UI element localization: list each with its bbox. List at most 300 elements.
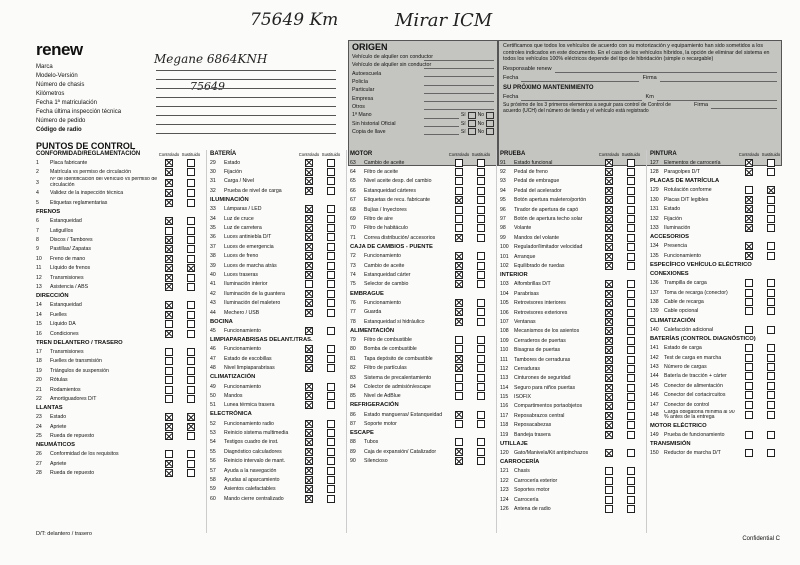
sustituido-checkbox[interactable]	[187, 330, 195, 338]
sustituido-checkbox[interactable]	[187, 376, 195, 384]
sustituido-checkbox[interactable]	[327, 345, 335, 353]
sustituido-checkbox[interactable]	[327, 233, 335, 241]
controlado-checkbox[interactable]	[745, 289, 753, 297]
sustituido-checkbox[interactable]	[477, 420, 485, 428]
sustituido-checkbox[interactable]	[477, 392, 485, 400]
controlado-checkbox[interactable]	[305, 233, 313, 241]
sustituido-checkbox[interactable]	[627, 374, 635, 382]
controlado-checkbox[interactable]	[165, 179, 173, 187]
sustituido-checkbox[interactable]	[187, 168, 195, 176]
origin-input[interactable]	[424, 112, 459, 119]
no-checkbox[interactable]	[486, 120, 494, 127]
controlado-checkbox[interactable]	[165, 460, 173, 468]
controlado-checkbox[interactable]	[305, 420, 313, 428]
controlado-checkbox[interactable]	[455, 280, 463, 288]
controlado-checkbox[interactable]	[455, 364, 463, 372]
sustituido-checkbox[interactable]	[327, 485, 335, 493]
sustituido-checkbox[interactable]	[627, 280, 635, 288]
controlado-checkbox[interactable]	[605, 393, 613, 401]
controlado-checkbox[interactable]	[605, 449, 613, 457]
controlado-checkbox[interactable]	[165, 227, 173, 235]
sustituido-checkbox[interactable]	[327, 290, 335, 298]
controlado-checkbox[interactable]	[165, 236, 173, 244]
controlado-checkbox[interactable]	[165, 159, 173, 167]
sustituido-checkbox[interactable]	[477, 206, 485, 214]
controlado-checkbox[interactable]	[305, 476, 313, 484]
sustituido-checkbox[interactable]	[187, 413, 195, 421]
sustituido-checkbox[interactable]	[477, 457, 485, 465]
controlado-checkbox[interactable]	[305, 215, 313, 223]
sustituido-checkbox[interactable]	[627, 159, 635, 167]
sustituido-checkbox[interactable]	[187, 450, 195, 458]
controlado-checkbox[interactable]	[165, 386, 173, 394]
controlado-checkbox[interactable]	[455, 420, 463, 428]
controlado-checkbox[interactable]	[745, 196, 753, 204]
sustituido-checkbox[interactable]	[187, 469, 195, 477]
sustituido-checkbox[interactable]	[767, 449, 775, 457]
sustituido-checkbox[interactable]	[187, 395, 195, 403]
sustituido-checkbox[interactable]	[187, 199, 195, 207]
sustituido-checkbox[interactable]	[327, 355, 335, 363]
sustituido-checkbox[interactable]	[477, 177, 485, 185]
controlado-checkbox[interactable]	[165, 367, 173, 375]
sustituido-checkbox[interactable]	[327, 495, 335, 503]
origin-input[interactable]	[424, 103, 494, 110]
sustituido-checkbox[interactable]	[327, 457, 335, 465]
yes-checkbox[interactable]	[468, 128, 476, 135]
controlado-checkbox[interactable]	[305, 224, 313, 232]
origin-input[interactable]	[424, 87, 494, 94]
sustituido-checkbox[interactable]	[627, 196, 635, 204]
controlado-checkbox[interactable]	[605, 196, 613, 204]
sustituido-checkbox[interactable]	[327, 327, 335, 335]
controlado-checkbox[interactable]	[455, 355, 463, 363]
sustituido-checkbox[interactable]	[187, 264, 195, 272]
sustituido-checkbox[interactable]	[187, 159, 195, 167]
controlado-checkbox[interactable]	[605, 486, 613, 494]
sustituido-checkbox[interactable]	[187, 367, 195, 375]
controlado-checkbox[interactable]	[305, 495, 313, 503]
controlado-checkbox[interactable]	[305, 168, 313, 176]
sustituido-checkbox[interactable]	[477, 345, 485, 353]
sustituido-checkbox[interactable]	[327, 309, 335, 317]
controlado-checkbox[interactable]	[605, 168, 613, 176]
controlado-checkbox[interactable]	[305, 187, 313, 195]
sustituido-checkbox[interactable]	[627, 177, 635, 185]
sustituido-checkbox[interactable]	[327, 243, 335, 251]
controlado-checkbox[interactable]	[455, 215, 463, 223]
controlado-checkbox[interactable]	[305, 457, 313, 465]
controlado-checkbox[interactable]	[605, 309, 613, 317]
controlado-checkbox[interactable]	[605, 412, 613, 420]
field-input[interactable]	[156, 63, 336, 71]
controlado-checkbox[interactable]	[605, 159, 613, 167]
sustituido-checkbox[interactable]	[187, 283, 195, 291]
sustituido-checkbox[interactable]	[477, 187, 485, 195]
sustituido-checkbox[interactable]	[327, 438, 335, 446]
sustituido-checkbox[interactable]	[327, 187, 335, 195]
sustituido-checkbox[interactable]	[477, 224, 485, 232]
sustituido-checkbox[interactable]	[327, 448, 335, 456]
controlado-checkbox[interactable]	[165, 283, 173, 291]
sustituido-checkbox[interactable]	[477, 280, 485, 288]
origin-input[interactable]	[424, 54, 494, 61]
sustituido-checkbox[interactable]	[767, 196, 775, 204]
sustituido-checkbox[interactable]	[477, 374, 485, 382]
sustituido-checkbox[interactable]	[767, 363, 775, 371]
controlado-checkbox[interactable]	[165, 255, 173, 263]
controlado-checkbox[interactable]	[455, 448, 463, 456]
sustituido-checkbox[interactable]	[627, 253, 635, 261]
controlado-checkbox[interactable]	[455, 187, 463, 195]
sustituido-checkbox[interactable]	[477, 383, 485, 391]
controlado-checkbox[interactable]	[605, 299, 613, 307]
sustituido-checkbox[interactable]	[327, 168, 335, 176]
controlado-checkbox[interactable]	[605, 365, 613, 373]
controlado-checkbox[interactable]	[305, 262, 313, 270]
controlado-checkbox[interactable]	[605, 253, 613, 261]
sustituido-checkbox[interactable]	[767, 382, 775, 390]
controlado-checkbox[interactable]	[305, 448, 313, 456]
sustituido-checkbox[interactable]	[187, 189, 195, 197]
controlado-checkbox[interactable]	[455, 383, 463, 391]
sustituido-checkbox[interactable]	[767, 344, 775, 352]
sustituido-checkbox[interactable]	[767, 242, 775, 250]
sustituido-checkbox[interactable]	[327, 252, 335, 260]
sustituido-checkbox[interactable]	[327, 224, 335, 232]
sustituido-checkbox[interactable]	[187, 348, 195, 356]
controlado-checkbox[interactable]	[165, 311, 173, 319]
controlado-checkbox[interactable]	[745, 307, 753, 315]
sustituido-checkbox[interactable]	[187, 255, 195, 263]
controlado-checkbox[interactable]	[455, 234, 463, 242]
controlado-checkbox[interactable]	[165, 395, 173, 403]
sustituido-checkbox[interactable]	[187, 386, 195, 394]
controlado-checkbox[interactable]	[605, 177, 613, 185]
controlado-checkbox[interactable]	[455, 438, 463, 446]
controlado-checkbox[interactable]	[745, 186, 753, 194]
controlado-checkbox[interactable]	[455, 224, 463, 232]
sustituido-checkbox[interactable]	[627, 431, 635, 439]
controlado-checkbox[interactable]	[745, 159, 753, 167]
controlado-checkbox[interactable]	[165, 217, 173, 225]
sustituido-checkbox[interactable]	[627, 449, 635, 457]
sustituido-checkbox[interactable]	[627, 477, 635, 485]
controlado-checkbox[interactable]	[455, 411, 463, 419]
controlado-checkbox[interactable]	[455, 392, 463, 400]
controlado-checkbox[interactable]	[605, 224, 613, 232]
yes-checkbox[interactable]	[468, 120, 476, 127]
controlado-checkbox[interactable]	[605, 327, 613, 335]
controlado-checkbox[interactable]	[165, 432, 173, 440]
sustituido-checkbox[interactable]	[187, 217, 195, 225]
sustituido-checkbox[interactable]	[627, 412, 635, 420]
controlado-checkbox[interactable]	[305, 299, 313, 307]
controlado-checkbox[interactable]	[745, 449, 753, 457]
controlado-checkbox[interactable]	[455, 252, 463, 260]
controlado-checkbox[interactable]	[455, 345, 463, 353]
sustituido-checkbox[interactable]	[627, 337, 635, 345]
sustituido-checkbox[interactable]	[767, 279, 775, 287]
controlado-checkbox[interactable]	[745, 215, 753, 223]
sustituido-checkbox[interactable]	[627, 365, 635, 373]
sustituido-checkbox[interactable]	[327, 476, 335, 484]
sustituido-checkbox[interactable]	[627, 486, 635, 494]
controlado-checkbox[interactable]	[745, 298, 753, 306]
sustituido-checkbox[interactable]	[327, 159, 335, 167]
sustituido-checkbox[interactable]	[187, 236, 195, 244]
sustituido-checkbox[interactable]	[187, 320, 195, 328]
sustituido-checkbox[interactable]	[767, 326, 775, 334]
controlado-checkbox[interactable]	[745, 431, 753, 439]
sustituido-checkbox[interactable]	[627, 505, 635, 513]
controlado-checkbox[interactable]	[305, 271, 313, 279]
controlado-checkbox[interactable]	[455, 308, 463, 316]
controlado-checkbox[interactable]	[455, 177, 463, 185]
controlado-checkbox[interactable]	[305, 401, 313, 409]
controlado-checkbox[interactable]	[165, 469, 173, 477]
controlado-checkbox[interactable]	[305, 467, 313, 475]
sustituido-checkbox[interactable]	[477, 168, 485, 176]
controlado-checkbox[interactable]	[305, 280, 313, 288]
controlado-checkbox[interactable]	[305, 290, 313, 298]
sustituido-checkbox[interactable]	[767, 186, 775, 194]
sustituido-checkbox[interactable]	[627, 421, 635, 429]
sustituido-checkbox[interactable]	[627, 290, 635, 298]
sustituido-checkbox[interactable]	[767, 159, 775, 167]
controlado-checkbox[interactable]	[455, 318, 463, 326]
sustituido-checkbox[interactable]	[627, 224, 635, 232]
sustituido-checkbox[interactable]	[767, 307, 775, 315]
sustituido-checkbox[interactable]	[627, 187, 635, 195]
sustituido-checkbox[interactable]	[327, 420, 335, 428]
sustituido-checkbox[interactable]	[767, 168, 775, 176]
sustituido-checkbox[interactable]	[627, 356, 635, 364]
sustituido-checkbox[interactable]	[187, 179, 195, 187]
sustituido-checkbox[interactable]	[477, 215, 485, 223]
sustituido-checkbox[interactable]	[327, 401, 335, 409]
controlado-checkbox[interactable]	[605, 346, 613, 354]
controlado-checkbox[interactable]	[745, 252, 753, 260]
controlado-checkbox[interactable]	[165, 413, 173, 421]
controlado-checkbox[interactable]	[605, 356, 613, 364]
controlado-checkbox[interactable]	[305, 345, 313, 353]
controlado-checkbox[interactable]	[455, 168, 463, 176]
field-input[interactable]	[156, 126, 336, 134]
sustituido-checkbox[interactable]	[477, 299, 485, 307]
controlado-checkbox[interactable]	[605, 421, 613, 429]
controlado-checkbox[interactable]	[305, 485, 313, 493]
controlado-checkbox[interactable]	[605, 234, 613, 242]
sustituido-checkbox[interactable]	[477, 271, 485, 279]
field-input[interactable]	[156, 81, 336, 89]
origin-input[interactable]	[424, 120, 459, 127]
sustituido-checkbox[interactable]	[327, 467, 335, 475]
yes-checkbox[interactable]	[468, 112, 476, 119]
sustituido-checkbox[interactable]	[187, 227, 195, 235]
sustituido-checkbox[interactable]	[187, 301, 195, 309]
controlado-checkbox[interactable]	[305, 159, 313, 167]
sustituido-checkbox[interactable]	[767, 252, 775, 260]
sustituido-checkbox[interactable]	[327, 271, 335, 279]
controlado-checkbox[interactable]	[455, 299, 463, 307]
sustituido-checkbox[interactable]	[627, 393, 635, 401]
controlado-checkbox[interactable]	[605, 477, 613, 485]
sustituido-checkbox[interactable]	[627, 243, 635, 251]
controlado-checkbox[interactable]	[305, 355, 313, 363]
sustituido-checkbox[interactable]	[477, 159, 485, 167]
controlado-checkbox[interactable]	[745, 168, 753, 176]
sustituido-checkbox[interactable]	[767, 298, 775, 306]
controlado-checkbox[interactable]	[745, 242, 753, 250]
controlado-checkbox[interactable]	[605, 243, 613, 251]
sustituido-checkbox[interactable]	[187, 460, 195, 468]
controlado-checkbox[interactable]	[745, 401, 753, 409]
controlado-checkbox[interactable]	[305, 364, 313, 372]
controlado-checkbox[interactable]	[305, 438, 313, 446]
sustituido-checkbox[interactable]	[477, 355, 485, 363]
sustituido-checkbox[interactable]	[627, 206, 635, 214]
sustituido-checkbox[interactable]	[187, 432, 195, 440]
sustituido-checkbox[interactable]	[477, 411, 485, 419]
sustituido-checkbox[interactable]	[477, 448, 485, 456]
origin-input[interactable]	[424, 128, 459, 135]
sustituido-checkbox[interactable]	[627, 234, 635, 242]
controlado-checkbox[interactable]	[455, 206, 463, 214]
controlado-checkbox[interactable]	[305, 252, 313, 260]
controlado-checkbox[interactable]	[745, 326, 753, 334]
sustituido-checkbox[interactable]	[187, 311, 195, 319]
no-checkbox[interactable]	[486, 128, 494, 135]
controlado-checkbox[interactable]	[455, 262, 463, 270]
controlado-checkbox[interactable]	[165, 274, 173, 282]
controlado-checkbox[interactable]	[455, 159, 463, 167]
controlado-checkbox[interactable]	[165, 376, 173, 384]
sustituido-checkbox[interactable]	[477, 318, 485, 326]
origin-input[interactable]	[424, 62, 494, 69]
field-input[interactable]	[156, 108, 336, 116]
controlado-checkbox[interactable]	[605, 318, 613, 326]
no-checkbox[interactable]	[486, 112, 494, 119]
controlado-checkbox[interactable]	[305, 383, 313, 391]
controlado-checkbox[interactable]	[605, 337, 613, 345]
controlado-checkbox[interactable]	[455, 271, 463, 279]
sustituido-checkbox[interactable]	[327, 383, 335, 391]
controlado-checkbox[interactable]	[745, 224, 753, 232]
origin-input[interactable]	[424, 70, 494, 77]
sustituido-checkbox[interactable]	[187, 423, 195, 431]
sustituido-checkbox[interactable]	[327, 299, 335, 307]
controlado-checkbox[interactable]	[745, 411, 753, 419]
controlado-checkbox[interactable]	[605, 206, 613, 214]
controlado-checkbox[interactable]	[165, 189, 173, 197]
controlado-checkbox[interactable]	[745, 391, 753, 399]
controlado-checkbox[interactable]	[165, 423, 173, 431]
sustituido-checkbox[interactable]	[327, 205, 335, 213]
controlado-checkbox[interactable]	[165, 357, 173, 365]
controlado-checkbox[interactable]	[605, 505, 613, 513]
controlado-checkbox[interactable]	[165, 301, 173, 309]
sustituido-checkbox[interactable]	[477, 364, 485, 372]
controlado-checkbox[interactable]	[165, 330, 173, 338]
controlado-checkbox[interactable]	[305, 392, 313, 400]
sustituido-checkbox[interactable]	[627, 467, 635, 475]
controlado-checkbox[interactable]	[605, 374, 613, 382]
controlado-checkbox[interactable]	[305, 205, 313, 213]
controlado-checkbox[interactable]	[165, 320, 173, 328]
controlado-checkbox[interactable]	[605, 187, 613, 195]
controlado-checkbox[interactable]	[305, 327, 313, 335]
controlado-checkbox[interactable]	[745, 354, 753, 362]
sustituido-checkbox[interactable]	[767, 372, 775, 380]
sustituido-checkbox[interactable]	[327, 215, 335, 223]
sustituido-checkbox[interactable]	[627, 215, 635, 223]
controlado-checkbox[interactable]	[305, 177, 313, 185]
sustituido-checkbox[interactable]	[327, 392, 335, 400]
field-input[interactable]	[156, 117, 336, 125]
sustituido-checkbox[interactable]	[767, 289, 775, 297]
sustituido-checkbox[interactable]	[767, 205, 775, 213]
controlado-checkbox[interactable]	[165, 450, 173, 458]
field-input[interactable]	[156, 72, 336, 80]
sustituido-checkbox[interactable]	[627, 402, 635, 410]
sustituido-checkbox[interactable]	[477, 438, 485, 446]
controlado-checkbox[interactable]	[745, 372, 753, 380]
controlado-checkbox[interactable]	[455, 374, 463, 382]
sustituido-checkbox[interactable]	[627, 309, 635, 317]
controlado-checkbox[interactable]	[605, 280, 613, 288]
controlado-checkbox[interactable]	[745, 344, 753, 352]
sustituido-checkbox[interactable]	[767, 401, 775, 409]
sustituido-checkbox[interactable]	[327, 177, 335, 185]
controlado-checkbox[interactable]	[165, 264, 173, 272]
sustituido-checkbox[interactable]	[477, 234, 485, 242]
sustituido-checkbox[interactable]	[477, 196, 485, 204]
controlado-checkbox[interactable]	[605, 431, 613, 439]
controlado-checkbox[interactable]	[605, 467, 613, 475]
sustituido-checkbox[interactable]	[627, 168, 635, 176]
controlado-checkbox[interactable]	[605, 384, 613, 392]
sustituido-checkbox[interactable]	[477, 336, 485, 344]
field-input[interactable]	[156, 90, 336, 98]
controlado-checkbox[interactable]	[605, 402, 613, 410]
controlado-checkbox[interactable]	[305, 243, 313, 251]
controlado-checkbox[interactable]	[455, 457, 463, 465]
controlado-checkbox[interactable]	[605, 215, 613, 223]
controlado-checkbox[interactable]	[605, 262, 613, 270]
controlado-checkbox[interactable]	[745, 382, 753, 390]
sustituido-checkbox[interactable]	[627, 327, 635, 335]
controlado-checkbox[interactable]	[305, 429, 313, 437]
sustituido-checkbox[interactable]	[767, 431, 775, 439]
controlado-checkbox[interactable]	[165, 348, 173, 356]
sustituido-checkbox[interactable]	[327, 280, 335, 288]
sustituido-checkbox[interactable]	[327, 429, 335, 437]
controlado-checkbox[interactable]	[305, 309, 313, 317]
sustituido-checkbox[interactable]	[627, 384, 635, 392]
sustituido-checkbox[interactable]	[187, 357, 195, 365]
sustituido-checkbox[interactable]	[767, 411, 775, 419]
origin-input[interactable]	[424, 79, 494, 86]
controlado-checkbox[interactable]	[745, 363, 753, 371]
sustituido-checkbox[interactable]	[477, 308, 485, 316]
sustituido-checkbox[interactable]	[187, 245, 195, 253]
sustituido-checkbox[interactable]	[627, 346, 635, 354]
controlado-checkbox[interactable]	[455, 196, 463, 204]
sustituido-checkbox[interactable]	[767, 354, 775, 362]
controlado-checkbox[interactable]	[605, 496, 613, 504]
sustituido-checkbox[interactable]	[627, 299, 635, 307]
